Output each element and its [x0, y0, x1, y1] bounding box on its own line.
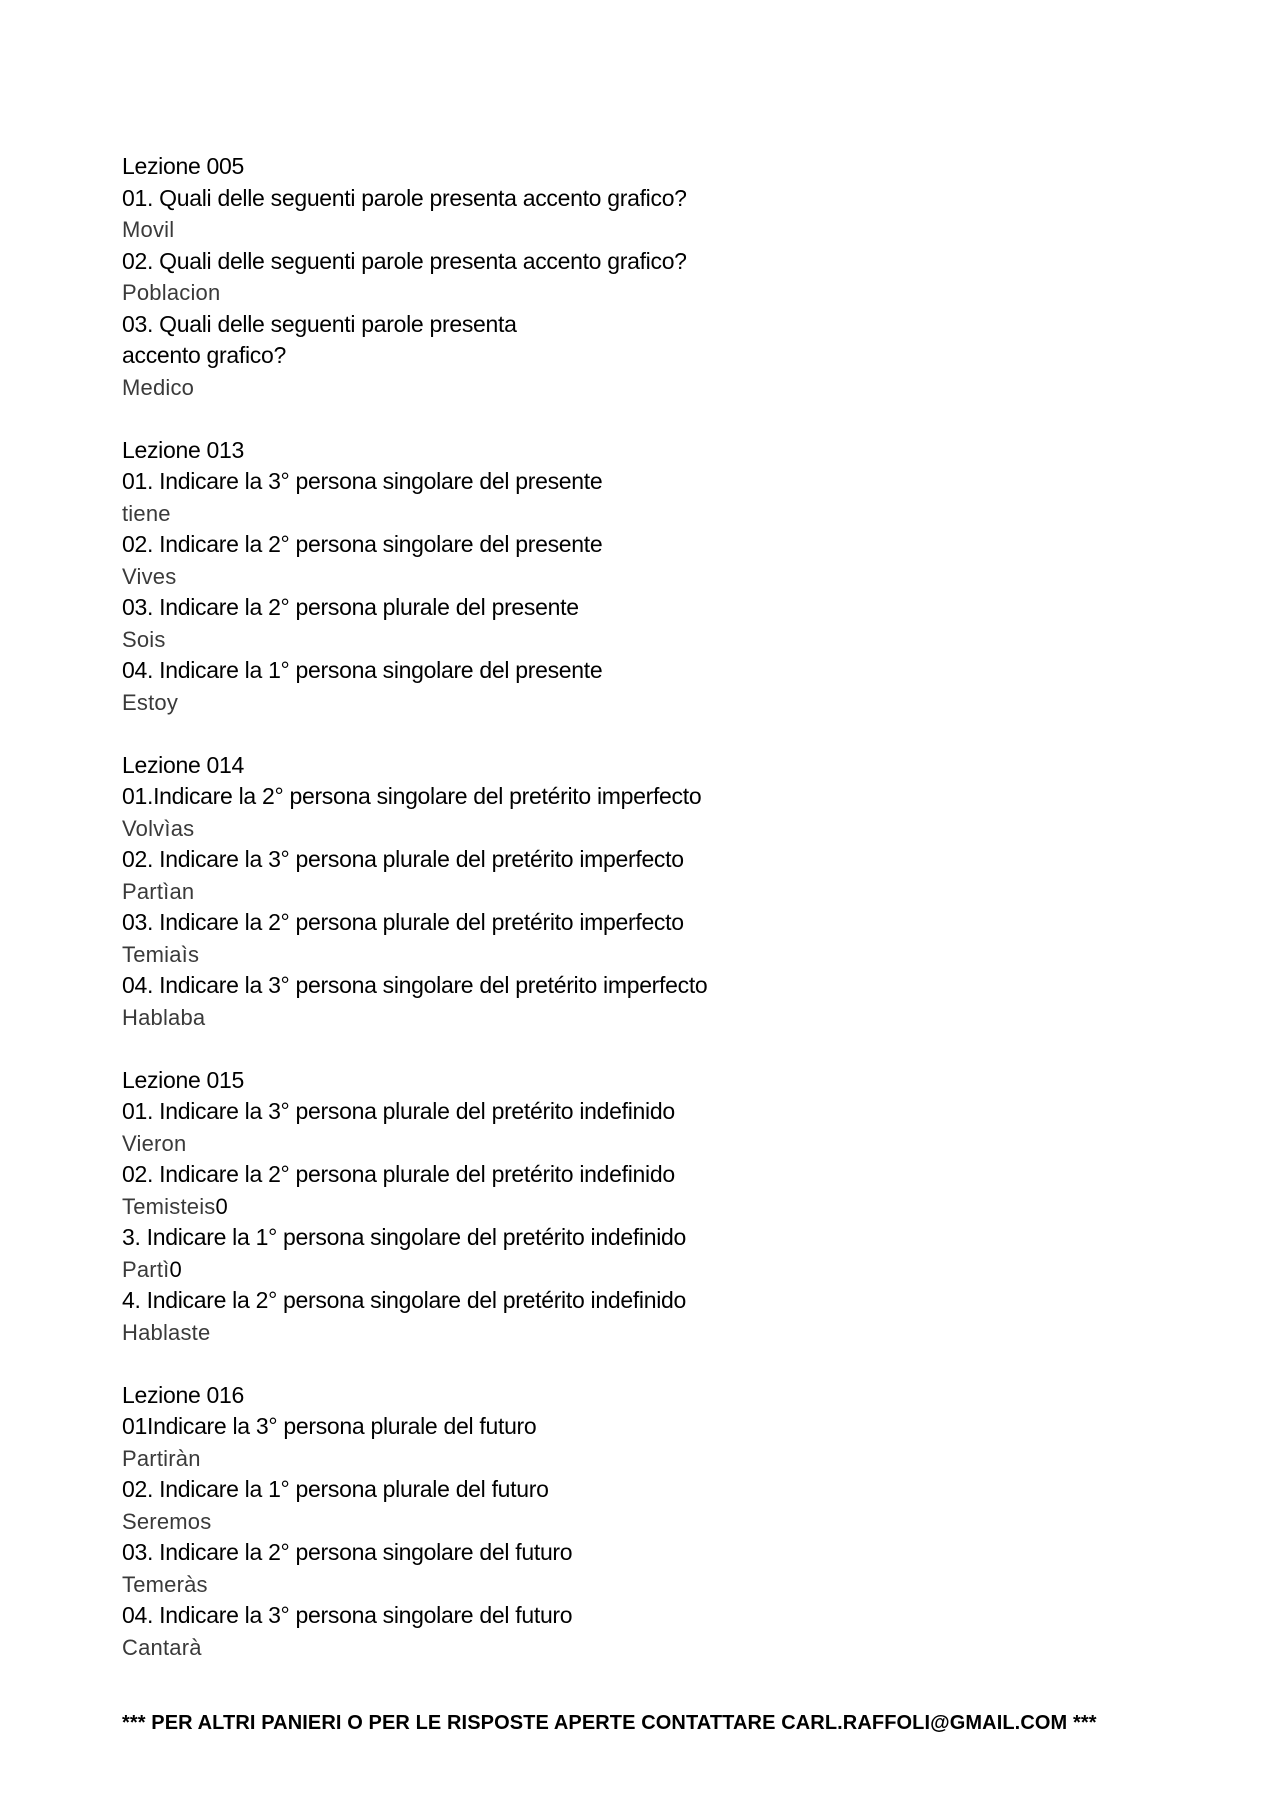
answer-label: Hablaste — [122, 1319, 211, 1345]
question-label: 04. Indicare la 1° persona singolare del presente — [122, 657, 603, 683]
question-label: 04. Indicare la 3° persona singolare del futuro — [122, 1602, 573, 1628]
question-text — [122, 529, 1122, 561]
answer-label: Partìan — [122, 878, 195, 904]
answer-label: Estoy — [122, 689, 179, 715]
question-text — [122, 1096, 1122, 1128]
answer-text — [122, 939, 1122, 971]
lesson-section — [122, 1065, 1122, 1349]
question-text — [122, 340, 1122, 372]
answer-text — [122, 372, 1122, 404]
lesson-title: Lezione 016 — [122, 1381, 245, 1408]
lesson-title: Lezione 013 — [122, 436, 245, 463]
question-label: 02. Indicare la 2° persona plurale del pretérito indefinido — [122, 1161, 675, 1187]
question-text — [122, 907, 1122, 939]
question-label: 02. Indicare la 2° persona singolare del presente — [122, 531, 603, 557]
question-label: 03. Indicare la 2° persona singolare del futuro — [122, 1539, 573, 1565]
answer-text — [122, 1569, 1122, 1601]
answer-label: Cantarà — [122, 1634, 202, 1660]
lesson-section — [122, 750, 1122, 1034]
question-label: 02. Indicare la 1° persona plurale del futuro — [122, 1476, 549, 1502]
answer-text — [122, 561, 1122, 593]
answer-label: Seremos — [122, 1508, 212, 1534]
question-text — [122, 655, 1122, 687]
answer-label: Medico — [122, 374, 195, 400]
answer-label: Temisteis — [122, 1193, 216, 1219]
question-label: 4. Indicare la 2° persona singolare del pretérito indefinido — [122, 1287, 687, 1313]
answer-label: Temeràs — [122, 1571, 208, 1597]
question-label: 01. Indicare la 3° persona plurale del pretérito indefinido — [122, 1098, 675, 1124]
answer-text — [122, 1506, 1122, 1538]
question-label: 01.Indicare la 2° persona singolare del pretérito imperfecto — [122, 783, 702, 809]
question-text — [122, 781, 1122, 813]
answer-text — [122, 1128, 1122, 1160]
answer-label: Volvìas — [122, 815, 195, 841]
lesson-title: Lezione 005 — [122, 153, 245, 179]
question-label: 01. Indicare la 3° persona singolare del presente — [122, 468, 603, 494]
answer-suffix: 0 — [169, 1256, 182, 1282]
question-label: accento grafico? — [122, 342, 286, 368]
answer-text — [122, 687, 1122, 719]
answer-label: tiene — [122, 500, 171, 526]
answer-suffix: 0 — [215, 1193, 228, 1219]
answer-label: Poblacion — [122, 280, 221, 305]
footer-contact-note: *** PER ALTRI PANIERI O PER LE RISPOSTE APERTE CONTATTARE CARL.RAFFOLI@GMAIL.COM *** — [122, 1712, 1097, 1734]
question-text — [122, 1285, 1122, 1317]
question-text — [122, 1411, 1122, 1443]
answer-text — [122, 1317, 1122, 1349]
answer-text — [122, 1443, 1122, 1475]
question-text — [122, 1474, 1122, 1506]
question-label: 03. Indicare la 2° persona plurale del presente — [122, 594, 579, 620]
question-text — [122, 970, 1122, 1002]
answer-text — [122, 1254, 1122, 1286]
answer-label: Partì — [122, 1256, 170, 1282]
answer-label: Vieron — [122, 1130, 187, 1156]
answer-text — [122, 277, 1122, 309]
question-label: 03. Quali delle seguenti parole presenta — [122, 310, 517, 337]
question-label: 02. Quali delle seguenti parole presenta accento grafico? — [122, 247, 687, 274]
question-text — [122, 592, 1122, 624]
answer-label: Movil — [122, 217, 175, 242]
lesson-section — [122, 1380, 1122, 1664]
answer-text — [122, 1191, 1122, 1223]
question-label: 01. Quali delle seguenti parole presenta accento grafico? — [122, 184, 687, 211]
answer-label: Partiràn — [122, 1445, 201, 1471]
question-text — [122, 1600, 1122, 1632]
answer-label: Hablaba — [122, 1004, 206, 1030]
lesson-title: Lezione 014 — [122, 751, 245, 778]
answer-text — [122, 1632, 1122, 1664]
answer-text — [122, 624, 1122, 656]
question-label: 03. Indicare la 2° persona plurale del pretérito imperfecto — [122, 909, 684, 935]
question-text — [122, 1537, 1122, 1569]
answer-label: Sois — [122, 626, 166, 652]
question-text — [122, 309, 1122, 341]
question-label: 02. Indicare la 3° persona plurale del pretérito imperfecto — [122, 846, 684, 872]
answer-label: Vives — [122, 563, 177, 589]
lesson-section — [122, 435, 1122, 719]
question-text — [122, 466, 1122, 498]
answer-text — [122, 876, 1122, 908]
question-label: 01Indicare la 3° persona plurale del futuro — [122, 1413, 537, 1439]
answer-text — [122, 813, 1122, 845]
question-label: 04. Indicare la 3° persona singolare del pretérito imperfecto — [122, 972, 708, 998]
answer-label: Temiaìs — [122, 941, 200, 967]
question-text — [122, 1159, 1122, 1191]
answer-text — [122, 1002, 1122, 1034]
lesson-title: Lezione 015 — [122, 1066, 245, 1093]
question-label: 3. Indicare la 1° persona singolare del pretérito indefinido — [122, 1224, 687, 1250]
question-text — [122, 844, 1122, 876]
question-text — [122, 246, 1122, 278]
question-text — [122, 1222, 1122, 1254]
question-text — [122, 183, 1122, 215]
answer-text — [122, 498, 1122, 530]
lesson-list — [122, 151, 1122, 1695]
answer-text — [122, 214, 1122, 246]
lesson-section — [122, 151, 1122, 403]
